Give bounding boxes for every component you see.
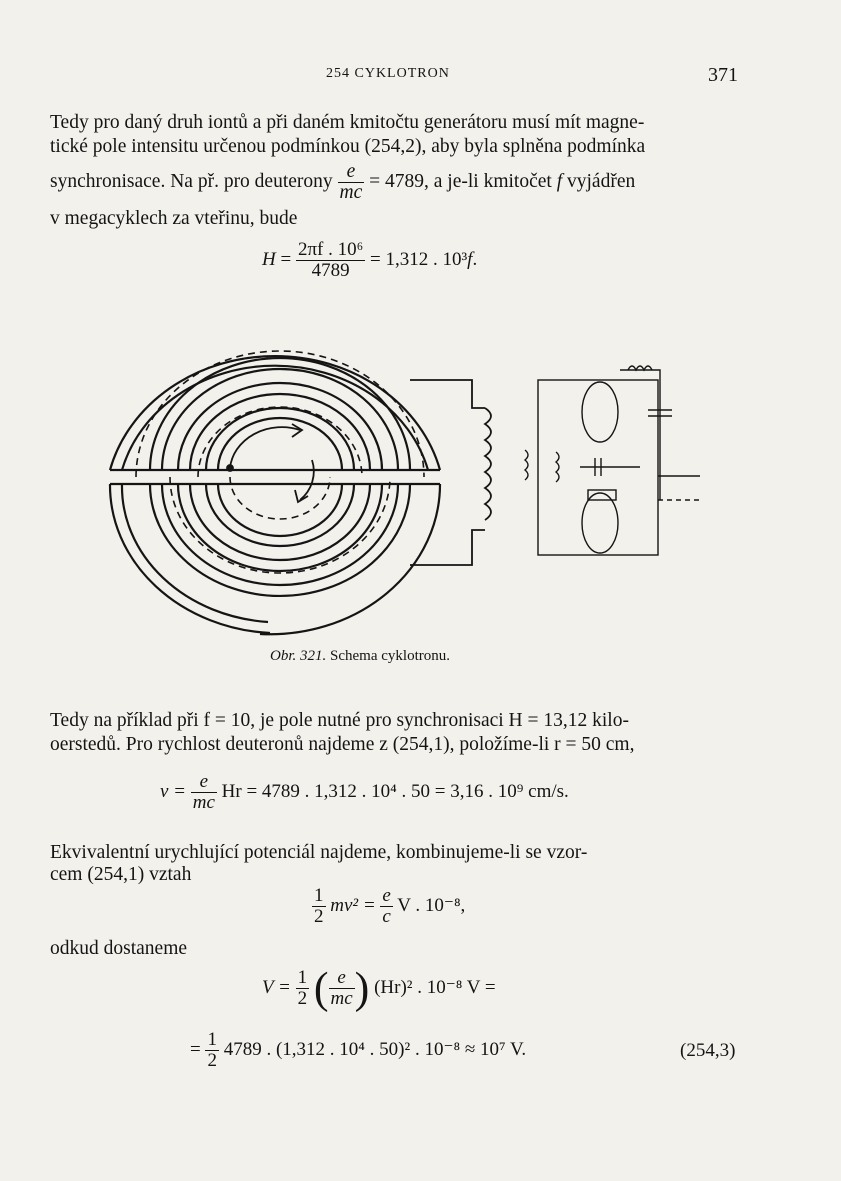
lower-tube [582,493,618,553]
eq-energy-num2: e [382,885,391,906]
eq-v2-den: 2 [207,1050,217,1071]
left-paren: ( [313,963,329,1013]
fraction-numerator: e [346,161,356,182]
tank-coil [556,452,559,482]
coupling-coil [485,408,491,520]
eq-energy-rhs: V . 10⁻⁸, [397,894,466,916]
ion-direction-arrows [227,424,314,502]
equation-h [262,240,477,281]
line-3-var-f: f [556,170,563,192]
eq-v1-half [296,968,310,1009]
eq-h-numerator: 2πf . 10⁶ [297,239,364,260]
running-title: 254 CYKLOTRON [326,66,450,81]
eq-energy-half [312,886,326,927]
paragraph-1-line-4: v megacyklech za vteřinu, bude [50,208,298,229]
eq-v1-num2: e [337,967,346,988]
right-paren: ) [354,963,370,1013]
eq-v1-den2: mc [330,988,353,1009]
eq-h-rhs-var: f [467,248,473,270]
paragraph-1-line-2: tické pole intensitu určenou podmínkou (254,2), aby byla splněna podmínka [50,136,646,157]
eq-v1-lhs: V = [262,976,291,998]
caption-label: Obr. 321. [270,648,327,664]
eq-energy-den1: 2 [314,906,324,927]
eq-h-lhs: H [262,248,276,270]
page-number: 371 [708,64,738,86]
eq-energy-den2: c [382,906,391,927]
line-3-text-c: vyjádřen [567,170,636,192]
cyclotron-diagram [80,300,720,640]
eq-h-rhs: = 1,312 . 10³ [370,248,468,270]
eq-v2-half [205,1030,219,1071]
running-head [0,64,841,88]
eq-h-end: . [472,248,478,270]
equation-potential-2 [190,1030,526,1071]
eq-h-fraction [296,240,365,281]
eq-v1-e-over-mc [329,968,355,1009]
e-over-mc-fraction [338,162,365,203]
paragraph-3-line-2: cem (254,1) vztah [50,864,192,885]
paragraph-2-line-1: Tedy na příklad při f = 10, je pole nutné pro synchronisaci H = 13,12 kilo- [50,710,629,731]
paragraph-4: odkud dostaneme [50,938,188,959]
eq-energy-mid: mv² = [330,894,376,916]
eq-v1-num1: 1 [297,967,308,988]
eq-v-numerator: e [199,771,209,792]
line-3-text-b: = 4789, a je-li kmitočet [369,170,552,192]
eq-v2-num: 1 [207,1029,217,1050]
equation-velocity [160,772,569,813]
paragraph-3-line-1: Ekvivalentní urychlující potenciál najdeme, kombinujeme-li se vzor- [50,842,588,863]
oscillator-circuit [525,366,700,555]
upper-tube [582,382,618,442]
paragraph-2-line-2: oerstedů. Pro rychlost deuteronů najdeme z (254,1), položíme-li r = 50 cm, [50,734,635,755]
equation-potential-1 [262,963,496,1013]
eq-v-fraction [191,772,217,813]
eq-h-equals: = [280,248,292,270]
figure-caption [270,648,450,665]
fraction-denominator: mc [339,182,363,203]
eq-v-denominator: mc [192,792,215,813]
dee-electrodes [110,356,440,634]
eq-v-rhs: Hr = 4789 . 1,312 . 10⁴ . 50 = 3,16 . 10⁹ cm/s. [221,780,569,802]
eq-energy-e-over-c [380,886,392,927]
line-3-text-a: synchronisace. Na př. pro deuterony [50,170,333,192]
caption-text: Schema cyklotronu. [330,648,450,664]
eq-v2-lhs: = [190,1038,201,1060]
paragraph-1-line-1: Tedy pro daný druh iontů a při daném kmitočtu generátoru musí mít magne- [50,112,645,133]
eq-energy-num1: 1 [314,885,324,906]
eq-v-lhs: v = [160,780,187,802]
paragraph-1-line-3 [50,162,755,203]
eq-h-denominator: 4789 [296,260,365,281]
eq-v1-rhs: (Hr)² . 10⁻⁸ V = [374,976,496,998]
eq-v2-rhs: 4789 . (1,312 . 10⁴ . 50)² . 10⁻⁸ ≈ 10⁷ V. [223,1038,527,1060]
equation-number: (254,3) [680,1040,736,1061]
secondary-coil [525,450,528,480]
feed-lines [410,380,491,565]
equation-energy [312,886,465,927]
eq-v1-den1: 2 [297,988,308,1009]
